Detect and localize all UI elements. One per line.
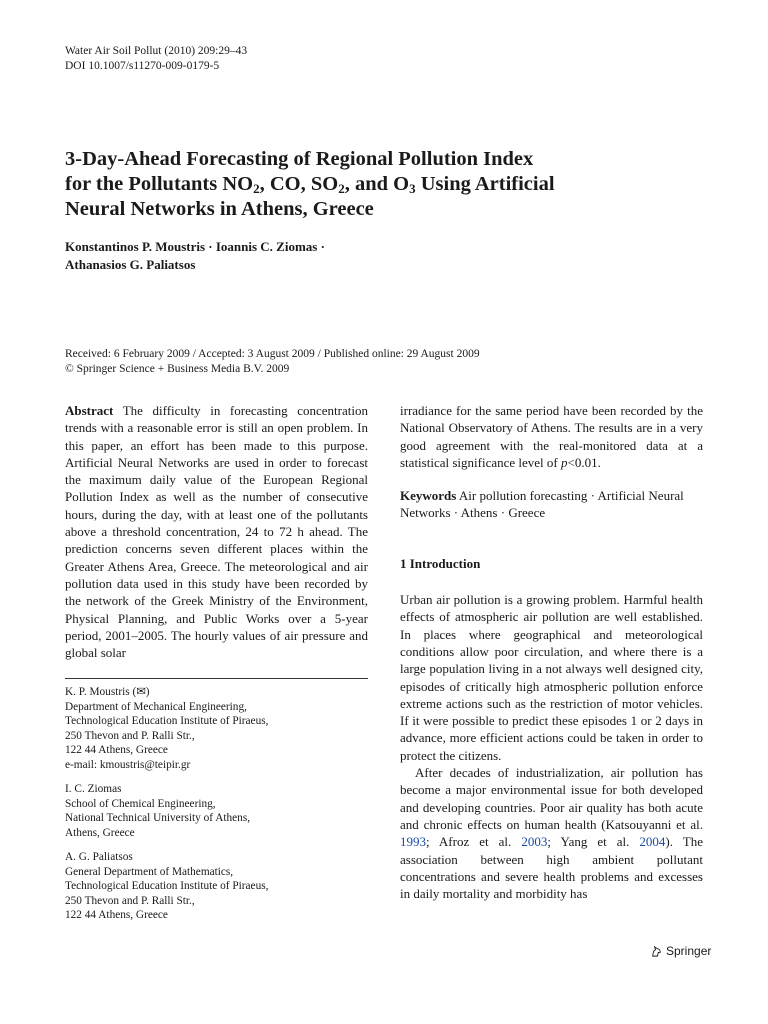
publisher-logo	[650, 944, 711, 958]
citation-link[interactable]: 1993	[400, 834, 426, 850]
author-email[interactable]: e-mail: kmoustris@teipir.gr	[65, 758, 191, 771]
affiliation-moustris: K. P. Moustris (✉) Department of Mechanical Engineering, Technological Education Institute of Piraeus, 250 Thevon and P. Ralli Str., 122 44 Athens, Greece e-mail: kmoustris@teipir.gr	[65, 685, 368, 772]
publication-dates	[65, 347, 480, 377]
footnote-divider	[65, 678, 368, 679]
copyright: © Springer Science + Business Media B.V. 2009	[65, 363, 290, 375]
keywords-label: Keywords	[400, 488, 457, 504]
abstract: Abstract The difficulty in forecasting concentration trends with a reasonable error is still an open problem. In this paper, an effort has been made to this purpose. Artificial Neural Networks are used in order to forecast the maximum daily value of the European Regional Pollution Index as well as the number of consecutive hours, during the day, with at least one of the pollutants above a threshold concentration, 24 to 72 h ahead. The prediction concerns seven different places within the Greater Athens Area, Greece. The meteorological and air pollution data used in this study have been recorded by the network of the Greek Ministry of the Environment, Physical Planning, and Public Works over a 5-year period, 2001–2005. The hourly values of air pressure and global solar	[65, 403, 368, 661]
right-column	[400, 402, 703, 902]
affiliation-paliatsos: A. G. Paliatsos General Department of Mathematics, Technological Education Institute of Piraeus, 250 Thevon and P. Ralli Str., 122 44 Athens, Greece	[65, 851, 269, 921]
publisher-name: Springer	[666, 944, 712, 958]
doi[interactable]: DOI 10.1007/s11270-009-0179-5	[65, 60, 220, 72]
abstract-label: Abstract	[65, 403, 114, 418]
springer-horse-icon	[650, 945, 663, 958]
affiliations	[65, 685, 368, 933]
intro-paragraph-1: Urban air pollution is a growing problem. Harmful health effects of atmospheric air pollution are well established. In places where geographical and meteorological conditions allow poor circulation, and where there is a large population living in a not always well designed city, episodes of critically high atmospheric pollution enforce extreme actions such as the restriction of motor vehicles. If it were possible to predict these episodes 1 or 2 days in advance, more efficient actions could be taken in order to protect the citizens.	[400, 592, 703, 763]
paper-title: 3-Day-Ahead Forecasting of Regional Pollution Index for the Pollutants $NO_2$, CO, $SO_2$, and $O_3$ Using Artificial Neural Networks in Athens, Greece	[65, 148, 555, 220]
citation-link[interactable]: 2003	[521, 834, 548, 850]
author-list: Konstantinos P. Moustris · Ioannis C. Ziomas · Athanasios G. Paliatsos	[65, 239, 325, 272]
abstract-continued: irradiance for the same period have been recorded by the National Observatory of Athens. The results are in a very good agreement with the real-monitored data at a statistical significance level of p<0.01.	[400, 403, 703, 470]
intro-paragraph-2: After decades of industrialization, air pollution has become a major environmental issue for both developed and developing countries. Poor air quality has both acute and chronic effects on human health (Katsouyanni et al. 1993; Afroz et al. 2003; Yang et al. 2004). The association between high ambient pollutant concentrations and severe health problems and excesses in daily mortality and morbidity has	[400, 765, 703, 902]
section-heading-introduction: 1 Introduction	[400, 555, 481, 571]
keywords: Keywords Air pollution forecasting · Artificial Neural Networks · Athens · Greece	[400, 488, 684, 521]
title-line-3: Neural Networks in Athens, Greece	[65, 198, 374, 220]
citation-link[interactable]: 2004	[639, 834, 666, 850]
title-line-1: 3-Day-Ahead Forecasting of Regional Pollution Index	[65, 148, 534, 170]
journal-header	[65, 44, 247, 74]
received-accepted-published: Received: 6 February 2009 / Accepted: 3 August 2009 / Published online: 29 August 2009	[65, 348, 480, 360]
affiliation-ziomas: I. C. Ziomas School of Chemical Engineering, National Technical University of Athens, Athens, Greece	[65, 783, 251, 839]
left-column	[65, 402, 368, 661]
journal-citation: Water Air Soil Pollut (2010) 209:29–43	[65, 45, 248, 57]
